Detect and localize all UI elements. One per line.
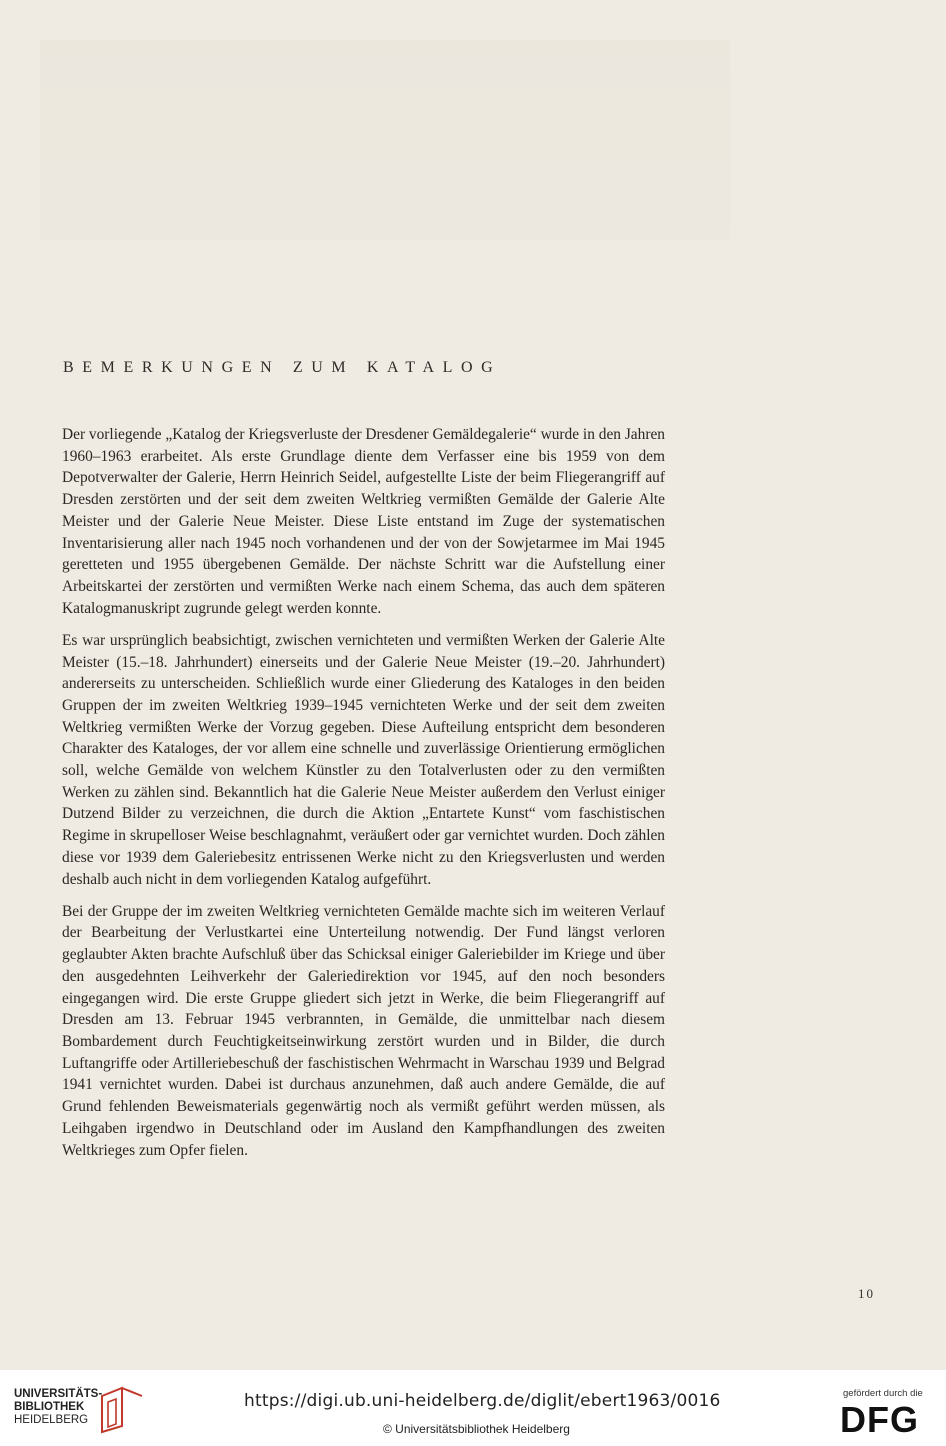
paragraph: Bei der Gruppe der im zweiten Weltkrieg vernichteten Gemälde machte sich im weiteren Verlauf der Bearbeitung der Verlustkartei eine Unterteilung notwendig. Der Fund längst verloren geglaubter Akten brachte Aufschluß über das Schicksal einiger Galeriebilder im Kriege und über den ausgedehnten Leihverkehr der Galeriedirektion vor 1945, auf den noch besonders eingegangen wird. Die erste Gruppe gliedert sich jetzt in Werke, die beim Fliegerangriff auf Dresden am 13. Februar 1945 verbrannten, in Gemälde, die unmittelbar nach diesem Bombardement durch Feuchtigkeitseinwirkung zerstört wurden und in Bilder, die durch Luftangriffe oder Artilleriebeschuß der faschistischen Wehrmacht in Warschau 1939 und Belgrad 1941 vernichtet wurden. Dabei ist durchaus anzunehmen, daß auch andere Gemälde, die auf Grund fehlenden Beweismaterials gegenwärtig noch als vermißt geführt werden müssen, als Leihgaben irgendwo in Deutschland oder im Ausland den Kampfhandlungen des zweiten Weltkrieges zum Opfer fielen. <box>62 902 665 1159</box>
paragraph: Es war ursprünglich beabsichtigt, zwischen vernichteten und vermißten Werken der Galerie Alte Meister (15.–18. Jahrhundert) einerseits und der Galerie Neue Meister (19.–20. Jahrhundert) andererseits zu unterscheiden. Schließlich wurde einer Gliederung des Kataloges in den beiden Gruppen der im zweiten Weltkrieg 1939–1945 vernichteten Werke und der seit dem zweiten Weltkrieg vermißten Werke der Vorzug gegeben. Diese Aufteilung entspricht dem besonderen Charakter des Kataloges, der vor allem eine schnelle und zuverlässige Orientierung ermöglichen soll, welche Gemälde von welchem Künstler zu den Totalverlusten oder zu den vermißten Werken zu zählen sind. Bekanntlich hat die Galerie Neue Meister außerdem den Verlust einiger Dutzend Bilder zu verzeichnen, die durch die Aktion „Entartete Kunst“ vom faschistischen Regime in skrupelloser Weise beschlagnahmt, veräußert oder gar vernichtet wurden. Doch zählen diese vor 1939 dem Galeriebesitz entrissenen Werke nicht zu den Kriegsverlusten und werden deshalb auch nicht in dem vorliegenden Katalog aufgeführt. <box>62 631 665 888</box>
library-line: BIBLIOTHEK <box>14 1401 85 1413</box>
page-number: 10 <box>858 1286 875 1301</box>
body-text <box>62 424 665 1172</box>
paragraph: Der vorliegende „Katalog der Kriegsverluste der Dresdener Gemäldegalerie“ wurde in den Jahren 1960–1963 erarbeitet. Als erste Grundlage diente dem Verfasser eine bis 1959 von dem Depotverwalter der Galerie, Herrn Heinrich Seidel, aufgestellte Liste der beim Fliegerangriff auf Dresden zerstörten und der seit dem zweiten Weltkrieg vermißten Gemälde der Galerie Alte Meister und der Galerie Neue Meister. Diese Liste entstand im Zuge der systematischen Inventarisierung aller nach 1945 noch vorhandenen und der von der Sowjetarmee im Mai 1945 geretteten und 1955 übergebenen Gemälde. Der nächste Schritt war die Aufstellung einer Arbeitskartei der zerstörten und vermißten Werke nach einem Schema, das auch dem späteren Katalogmanuskript zugrunde gelegt werden konnte. <box>62 426 665 617</box>
footer-bar <box>0 1370 946 1446</box>
library-emblem-icon <box>98 1386 146 1434</box>
copyright-notice: © Universitätsbibliothek Heidelberg <box>383 1422 570 1436</box>
dfg-logo[interactable]: DFG <box>840 1399 919 1440</box>
library-line: HEIDELBERG <box>14 1414 89 1426</box>
show-through-area <box>40 40 730 240</box>
section-heading: BEMERKUNGEN ZUM KATALOG <box>63 359 502 376</box>
permalink-url[interactable]: https://digi.ub.uni-heidelberg.de/diglit/ebert1963/0016 <box>244 1391 721 1411</box>
funding-label: gefördert durch die <box>843 1388 923 1399</box>
library-line: UNIVERSITÄTS- <box>14 1388 103 1400</box>
library-logo[interactable] <box>14 1388 102 1427</box>
library-name <box>14 1388 102 1427</box>
